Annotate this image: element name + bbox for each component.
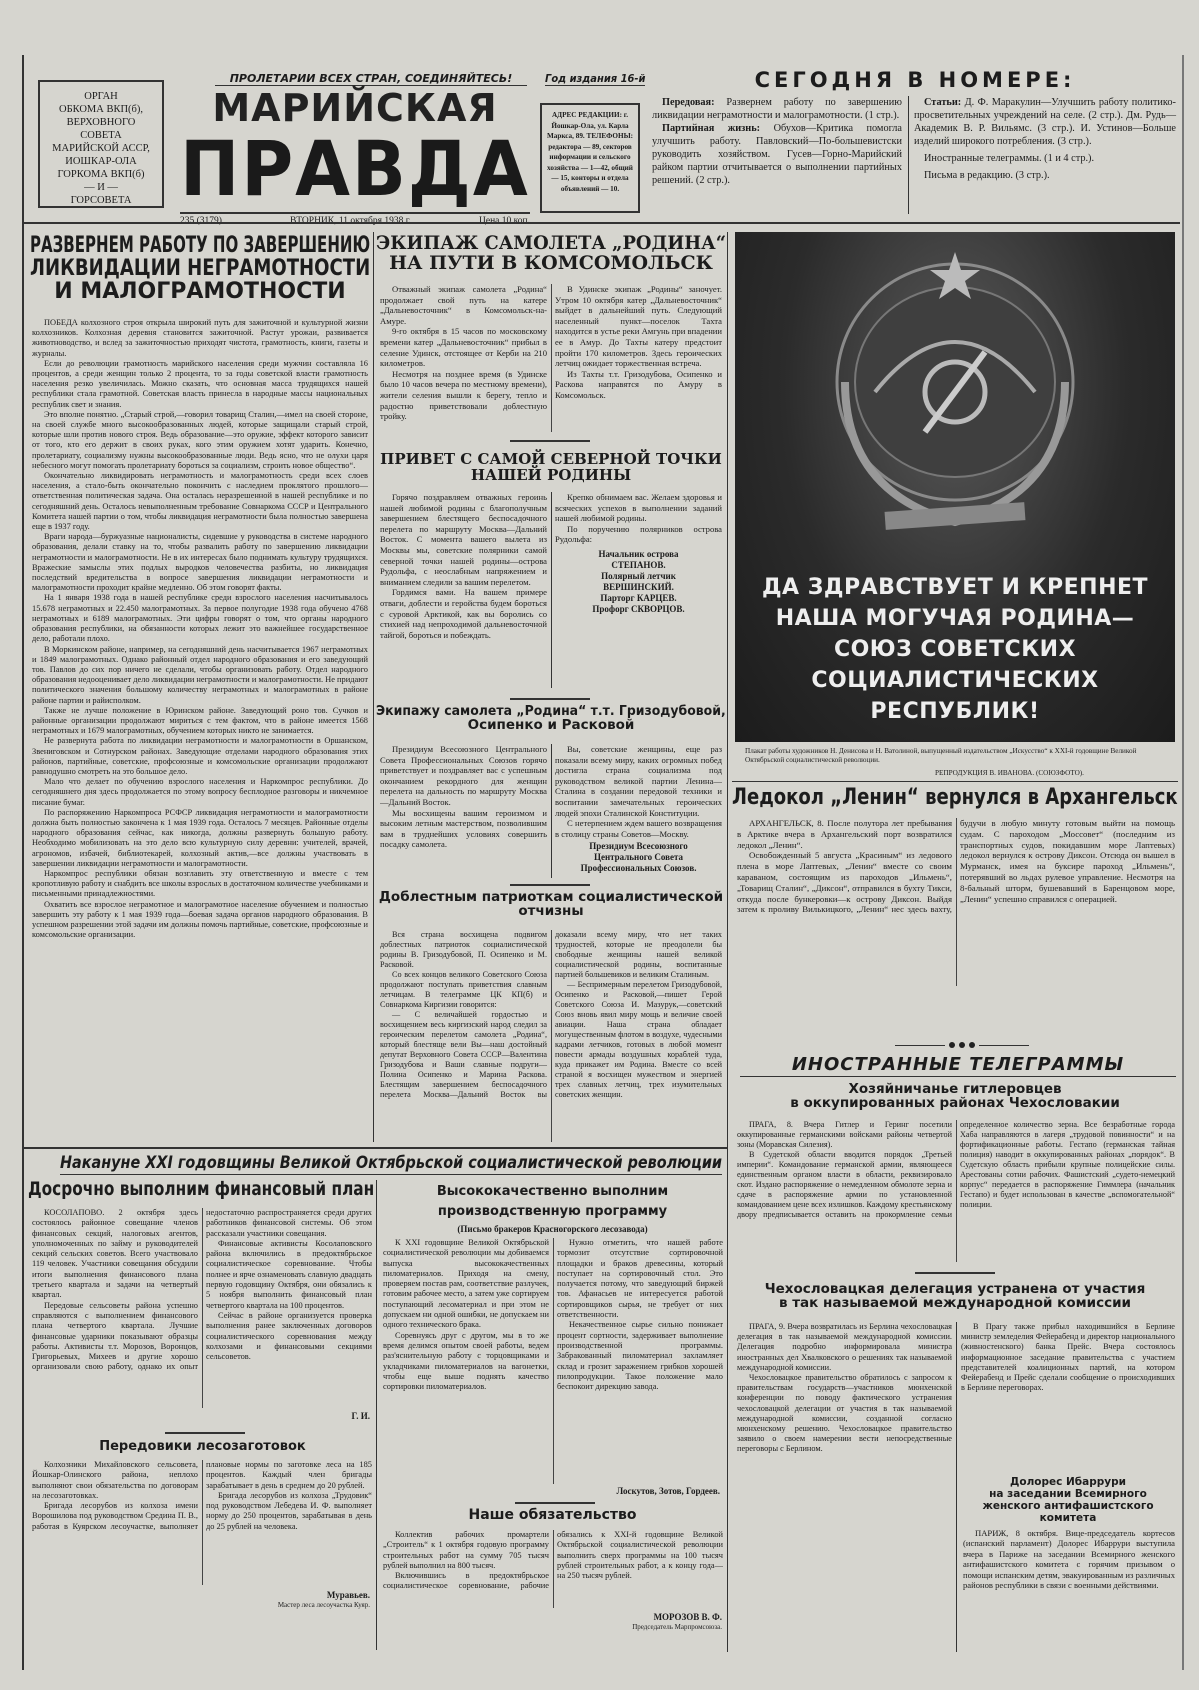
text-line: ДА ЗДРАВСТВУЕТ И КРЕПНЕТ [761, 575, 1149, 600]
paragraph: Со всех концов великого Советского Союза продолжают поступать приветствия славным летчицам. В телеграмме ЦК КП(б) и Совнаркома Киргизии говорится: [380, 970, 547, 1009]
foreign-telegrams-title-text: ИНОСТРАННЫЕ ТЕЛЕГРАММЫ [791, 1054, 1125, 1075]
paragraph: Вся страна восхищена подвигом доблестных патриоток социалистической родины В. Гризодубовой, П. Осипенко и М. Расковой. [380, 930, 547, 969]
rodina-crew-body [380, 284, 722, 432]
paragraph: Президиум Всесоюзного Центрального Совета Профессиональных Союзов горячо приветствует и поздравляет вас с успешным окончанием рекордного для женщин перелета на дальность по маршруту Москва—Дальний Восток. [380, 744, 547, 807]
divider [24, 1147, 727, 1149]
paragraph: Включившись в предоктябрьское социалистическое соревнование, рабочие обязались к XXI-й годовщине Великой Октябрьской социалистической революции выполнить сверх программы на 100 тысяч рублей строительных работ, а к концу года—на 250 тысяч рублей. [383, 1530, 723, 1591]
divider [551, 744, 552, 878]
quality-signature: Лоскутов, Зотов, Гордеев. [616, 1486, 720, 1496]
paragraph: ПАРИЖ, 8 октября. Вице-председатель кортесов (испанский парламент) Долорес Ибаррури выступила вчера в Париже на заседании Всемирного женского антифашистского комитета с горячим призывом о помощи испанским детям, эвакуированным из различных районов республики в связи с военными действиями. [963, 1528, 1175, 1591]
north-greeting-body-right [555, 492, 722, 615]
contents-item [914, 152, 1176, 165]
issue-number: 235 (3179) [180, 216, 222, 226]
paragraph: ПРАГА, 8. Вчера Гитлер и Геринг посетили оккупированные германскими войсками районы четвертой зоны (Моравская Силезия). [737, 1120, 952, 1149]
paragraph: По распоряжению Наркомпроса РСФСР ликвидация неграмотности и малограмотности должна быть полностью закончена к 1 мая 1939 года. Осталось 7 месяцев. Районные отделы народного образования сейчас, как никогда, должны развернуть большую работу. Необходимо мобилизовать на это дело всю культурную силу деревни: учителей, врачей, агрономов, избачей, библиотекарей, колхозный актив,—все должны участвовать в завершении ликвидации неграмотности и малограмотности. [32, 807, 368, 868]
publisher-line: СОВЕТА [80, 130, 122, 141]
paragraph: Враги народа—буржуазные националисты, сидевшие у руководства в системе народного образования, делали ставку на то, чтобы развалить работу по завершению ликвидации неграмотности и малограмотности. Не в их интересах было поднимать культуру трудящихся. Вражеские замыслы этих подлых выродков человечества разбиты, но ликвидация последствий вредительства в вопросе завершения ликвидации неграмотности и малограмотности проходит крайне медленно. Об этом говорят факты. [32, 532, 368, 593]
divider [515, 1502, 595, 1504]
pledge-signature: МОРОЗОВ В. Ф. [653, 1612, 722, 1622]
signatures [555, 841, 722, 874]
patriots-body [380, 930, 722, 1142]
today-contents-col2 [914, 96, 1176, 182]
divider [510, 698, 590, 700]
text-line: СТЕПАНОВ. [611, 559, 666, 570]
headline-line [732, 1296, 1178, 1310]
publisher-box [38, 80, 164, 208]
text-line: Президиум Всесоюзного [589, 841, 688, 852]
quality-subhead-text: (Письмо бракеров Красногорского лесозавода) [457, 1224, 648, 1234]
headline-text: Осипенко и Расковой [467, 717, 635, 734]
october-anniversary-banner [60, 1152, 722, 1175]
divider [915, 1272, 995, 1274]
headline-line [28, 1180, 374, 1200]
paragraph: Также не лучше положение в Юринском районе. Заведующий роно тов. Сучков и районные организации продолжают мириться с тем фактом, что в районе имеется 1568 неграмотных и 1679 малограмотных, обучением которых никто не занимается. [32, 705, 368, 736]
paragraph: Освобожденный 5 августа „Красиным“ из ледового плена в море Лаптевых, „Ленин“ вместе со своим караваном, состоящим из пароходов „Ильмень“, „Товарищ Сталин“, „Диксон“, отправился в бухту Тикси, откуда после бункеровки—к острову Диксон. Выйдя затем к проливу Вилькицкого, „Ленин“ нес здесь вахту, будучи в любую минуту готовым выйти на помощь судам. С пароходом „Моссовет“ (последним из транспортных судов, покидавшим море Лаптевых) ледокол вернулся к острову Диксон. Отсюда он вышел в Мурманск, имея на буксире пароход „Ильмень“, потерявший во льдах рулевое управление. Несмотря на 8-бальный шторм, бушевавший в Баренцовом море, „Ленин“ успешно справился с операцией. [737, 818, 1175, 915]
crew-greeting-body-left [380, 744, 547, 878]
headline-text: Доблестным патриоткам социалистической [378, 889, 724, 905]
contents-text: Развернем работу по завершению ликвидации неграмотности и малограмотности. (1 стр.). [652, 97, 902, 121]
paragraph: С нетерпением ждем вашего возвращения в столицу страны Советов—Москву. [555, 818, 722, 839]
headline-line [30, 234, 370, 257]
column-divider [373, 232, 374, 1142]
contents-text: Иностранные телеграммы. (1 и 4 стр.). [924, 153, 1095, 164]
paragraph: В Прагу также прибыл находившийся в Берлине министр земледелия Фейерабенд и директор национального (живностенского) банка Прейс. Вчера состоялось информационное заседание правительства с участием представителей коалиционных партий, на котором Фейерабенд и Прейс сделали сообщение о происходивших в Берлине переговорах. [961, 1322, 1175, 1393]
text-line: СОЦИАЛИСТИЧЕСКИХ [811, 668, 1099, 693]
poster-slogan [735, 572, 1175, 727]
paragraph: КОСОЛАПОВО. 2 октября здесь состоялось районное совещание членов финансовых секций, налоговых агентов, уполномоченных по займу и руководителей секций сельских советов. Всего участвовало 119 человек. Участники совещания обсудили итоги выполнения финансового плана третьего квартала и задачи на четвертый квартал. [32, 1208, 198, 1300]
contents-item [652, 96, 902, 122]
contents-label: Статьи: [924, 97, 962, 108]
paragraph: АРХАНГЕЛЬСК, 8. После полутора лет пребывания в Арктике вчера в Архангельский порт возвратился ледокол „Ленин“. [737, 818, 952, 850]
contents-text: Письма в редакцию. (3 стр.). [924, 170, 1050, 181]
loggers-signature-title: Мастер леса лесоучастка Куяр. [277, 1601, 370, 1609]
paragraph: Если до революции грамотность марийского населения среди мужчин составляла 16 процентов, а среди женщин только 2 процента, то за годы советской власти грамотность населения резко увеличилась. Можно сказать, что основная масса трудящихся нашей республики стала грамотной. Советская власть принесла в народные массы национальных республик свет и знания. [32, 358, 368, 409]
czech-delegation-body-left [737, 1322, 952, 1652]
pledge-signature-block [560, 1612, 722, 1632]
loggers-signature-block [210, 1590, 370, 1610]
paragraphs [555, 492, 722, 545]
quality-body [383, 1238, 723, 1484]
divider [956, 1322, 957, 1652]
paragraph: Колхозники Михайловского сельсовета, Йошкар-Олинского района, неплохо выполняют свои обязательства по договорам на лесозаготовках. [32, 1460, 198, 1500]
headline-line [376, 234, 726, 254]
icebreaker-body [737, 818, 1175, 986]
masthead-rule [24, 222, 1180, 224]
nazis-body [737, 1120, 1175, 1262]
publisher-line: — И — [84, 182, 118, 193]
contents-text: Обухов—Критика помогла улучшить работу. Павловский—По-большевистски руководить хозяйством. Гусев—Горно-Марийский райком партии отчитывается о выполнении партийных решений. (2 стр.). [652, 123, 902, 186]
crew-greeting-headline [376, 704, 726, 732]
column-divider [376, 1180, 377, 1650]
paragraph: Это вполне понятно. „Старый строй,—говорил товарищ Сталин,—имел на своей стороне, на своей службе много высокообразованных людей, которые защищали старый строй, которые шли против нового строя. Ведь образование—это оружие, эффект которого зависит от того, кто его держит в своих руках, кого этим оружием хотят ударить. Конечно, пролетариату, социализму нужны высокообразованные люди. Ведь ясно, что не олухи царя небесного могут помогать пролетариату бороться за социализм, строить новое общество“. [32, 409, 368, 470]
editorial-headline [30, 234, 370, 303]
rodina-crew-headline [376, 234, 726, 274]
divider [732, 781, 1178, 782]
paragraph: Из Тахты т.т. Гризодубова, Осипенко и Раскова направятся по Амуру в Комсомольск. [555, 368, 722, 400]
czech-delegation-body-right [961, 1322, 1175, 1470]
paragraph: Бригада лесорубов из колхоза „Трудовик“ под руководством Лебедева И. Ф. выполняет норму до 250 процентов, зарабатывая в день до 25 рублей на человека. [206, 1490, 372, 1531]
north-greeting-body-left [380, 492, 547, 688]
north-greeting-headline [376, 452, 726, 484]
paragraph: Несмотря на позднее время (в Удинске было 10 часов вечера по местному времени), жители селения вышли к берегу, тепло и радостно приветствовали доблестную тройку. [380, 368, 547, 422]
headline-line [376, 904, 726, 918]
headline-line [380, 1508, 725, 1523]
headline-text: женского антифашистского [982, 1500, 1154, 1512]
headline-line [380, 1202, 725, 1222]
contents-label: Партийная жизнь: [662, 123, 761, 134]
pledge-signature-title: Председатель Марпромсоюза. [632, 1623, 722, 1631]
divider [510, 440, 590, 442]
contents-item [914, 96, 1176, 148]
headline-line [376, 251, 726, 274]
state-emblem-icon [735, 232, 1175, 572]
photo-credit: РЕПРОДУКЦИЯ В. ИВАНОВА. (СОЮЗФОТО). [935, 769, 1084, 777]
publisher-line: ОБКОМА ВКП(б), [58, 104, 144, 115]
slogan [215, 72, 527, 86]
publisher-line: ИОШКАР-ОЛА [65, 156, 137, 167]
headline-line [732, 1082, 1178, 1096]
contents-item [914, 169, 1176, 182]
poster-image [735, 232, 1175, 742]
editorial-address: АДРЕС РЕДАКЦИИ: г. Йошкар-Ола, ул. Карла Маркса, 89. ТЕЛЕФОНЫ: редактора — 89, секторов информации и сельского хозяйства — 1—42, общий — 15, конторы и отдела объявлений — 10. [540, 103, 640, 213]
headline-text: НА ПУТИ В КОМСОМОЛЬСК [389, 251, 713, 274]
headline-line [380, 1182, 725, 1202]
contents-item [652, 122, 902, 187]
text-line: Профессиональных Союзов. [580, 863, 697, 874]
headline-text: Передовики лесозаготовок [99, 1439, 306, 1454]
foreign-telegrams-title [740, 1054, 1176, 1077]
headline-line [732, 786, 1178, 809]
slogan-text: ПРОЛЕТАРИИ ВСЕХ СТРАН, СОЕДИНЯЙТЕСЬ! [229, 72, 513, 85]
headline-text: ЭКИПАЖ САМОЛЕТА „РОДИНА“ [376, 232, 726, 254]
paragraph: Не развернута работа по ликвидации неграмотности и малограмотности в Оршанском, Звениговском и Сотнурском районах. Заведующие отделами народного образования этих районов, партийные, советские, профсоюзные и комсомольские организации продолжают равнодушно смотреть на это большое дело. [32, 736, 368, 776]
patriots-headline [376, 890, 726, 918]
paragraph: По поручению полярников острова Рудольфа: [555, 523, 722, 545]
divider [908, 96, 909, 214]
headline-text: Долорес Ибаррури [1010, 1476, 1126, 1488]
headline-line [732, 1096, 1178, 1110]
poster-caption: Плакат работы художников Н. Денисова и Н. Ватолиной, выпущенный издательством „Искусство“ к XXI-й годовщине Великой Октябрьской социалистической революции. [745, 747, 1137, 764]
paragraph: В Судетской области вводится порядок „Третьей империи“. Командование германской армии, являющееся единственным органом власти в области, реквизировало скот. Издано распоряжение о немедленном обмолоте зерна и сдаче в распоряжение армии по установленной командованием цене всех излишков. Каждому крестьянскому двору предписывается оставить на прокормление семьи определенное количество зерна. Все безработные города Хаба направляются в лагеря „трудовой повинности“ и на фортификационные работы. Гестапо (германская тайная полиция) наводит в оккупированных районах „порядок“. В Судетскую область прибыли крупные полицейские силы. Арестованы сотни рабочих. Фашистский „судето-немецкий корпус“ передается в распоряжение Гиммлера (начальник Гестапо) и будет использован в качестве „вспомогательной“ полиции. [737, 1120, 1175, 1219]
finance-signature: Г. И. [351, 1411, 370, 1421]
today-contents-col1 [652, 96, 902, 187]
quality-subhead [380, 1224, 725, 1235]
finance-body [32, 1208, 372, 1408]
paragraphs [555, 744, 722, 839]
ibarruri-headline [961, 1476, 1175, 1524]
paragraph: Сейчас в районе организуется проверка выполнения ранее заключенных договоров социалистического соревнования между колхозами и финансовыми секциями сельсоветов. [206, 1310, 372, 1362]
headline-text: комитета [1039, 1512, 1097, 1524]
publisher-line: ВЕРХОВНОГО [66, 117, 136, 128]
loggers-headline [30, 1440, 375, 1454]
headline-text: Хозяйничанье гитлеровцев [848, 1081, 1062, 1097]
paragraph: В Моркинском районе, например, на сегодняшний день насчитывается 1967 неграмотных и 1849 малограмотных. Однако районный отдел народного образования и его заведующий тов. Павлов до сих пор ничего не сделали, чтобы организовать работу. Отдел народного образования недооценивает дело ликвидации неграмотности и малограмотности. Не придают политического значения большому количеству неграмотных и малограмотных в районе районе партии и райисполком. [32, 644, 368, 705]
headline-text: отчизны [518, 903, 584, 920]
publication-year [545, 72, 645, 86]
headline-line [961, 1476, 1175, 1488]
headline-text: Наше обязательство [468, 1507, 637, 1523]
ornament-divider [895, 1042, 1029, 1048]
publisher-line: ГОРСОВЕТА [70, 195, 132, 206]
publication-year-text: Год издания 16-й [545, 72, 646, 85]
nazis-headline [732, 1082, 1178, 1110]
headline-text: РАЗВЕРНЕМ РАБОТУ ПО ЗАВЕРШЕНИЮ [30, 233, 371, 258]
loggers-signature: Муравьев. [326, 1590, 370, 1600]
text-line: Центрального Совета [593, 852, 684, 863]
paragraph: Гордимся вами. На вашем примере отваги, доблести и геройства будем бороться с суровой Арктикой, как вы боролись со стихией над непроходимой дальневосточной тайгой, бороться и побеждать. [380, 587, 547, 640]
headline-line [30, 280, 370, 303]
headline-line [376, 704, 726, 718]
paragraph: Передовые сельсоветы района успешно справляются с выполнением финансового плана четвертого квартала. Лучшие финансовые ударники показывают образцы работы. Активисты т.т. Морозов, Воронцов, Григорьевых, Михеев и другие хорошо организовали свою работу, однако их опыт недостаточно распространяется среди других работников финансовой системы. Об этом рассказали участники совещания. [32, 1208, 372, 1372]
newspaper-title-top [180, 88, 530, 128]
headline-line [961, 1512, 1175, 1524]
text-line: НАША МОГУЧАЯ РОДИНА— [775, 606, 1135, 631]
publisher-line: МАРИЙСКОЙ АССР, [52, 143, 150, 154]
icebreaker-headline [732, 786, 1178, 809]
today-in-issue-title: СЕГОДНЯ В НОМЕРЕ: [754, 68, 1076, 92]
pledge-headline [380, 1508, 725, 1523]
paragraph: Охватить все взрослое неграмотное и малограмотное население обучением и полностью завершить эту работу к 1 мая 1939 года—боевая задача органов народного образования. В успешном разрешении этой задачи им должны помочь партийные, советские, профсоюзные и комсомольские организации. [32, 899, 368, 940]
contents-label: Передовая: [662, 97, 715, 108]
headline-text: в оккупированных районах Чехословакии [790, 1095, 1120, 1112]
editorial-body [32, 318, 368, 1143]
headline-line [376, 465, 726, 484]
headline-line [961, 1500, 1175, 1512]
headline-line [376, 718, 726, 732]
issue-date: ВТОРНИК, 11 октября 1938 г. [290, 216, 411, 226]
paragraph: Коллектив рабочих промартели „Строитель“ к 1 октября годовую программу строительных работ на сумму 705 тысяч рублей выполнил на 800 тысяч. [383, 1530, 549, 1570]
headline-text: Высококачественно выполним [436, 1184, 669, 1199]
paragraph: ПРАГА, 9. Вчера возвратилась из Берлина чехословацкая делегация в так называемой международной комиссии. Делегация подробно информировала министра иностранных дел Хвалковского о решениях так называемой международной комиссии. [737, 1322, 952, 1372]
paragraph: В Удинске экипаж „Родины“ заночует. Утром 10 октября катер „Дальневосточник“ выйдет в дальнейший путь. Следующий населенный пункт—поселок Тахта находится в устье реки Амгунь при впадении ее в Амур. До Тахты катеру предстоит пройти 170 километров. Здесь героических летчиц ожидает торжественная встреча. [555, 284, 722, 369]
headline-text: производственную программу [437, 1204, 668, 1219]
issue-price: Цена 10 коп. [479, 216, 530, 226]
divider [510, 884, 590, 886]
paragraph: ПОБЕДА колхозного строя открыла широкий путь для зажиточной и культурной жизни колхозников. Колхозная деревня становится зажиточной. Растут урожаи, развивается животноводство, и вслед за зажиточностью приходят чистота, грамотность, книги, газеты и журналы. [32, 318, 368, 358]
headline-text: ПРИВЕТ С САМОЙ СЕВЕРНОЙ ТОЧКИ [380, 450, 722, 468]
column-divider [727, 232, 728, 1652]
paragraph: 9-го октября в 15 часов по московскому времени катер „Дальневосточник“ прибыл в селение Удинск, отстоящее от Керби на 210 километров. [380, 326, 547, 369]
headline-text: в так называемой международной комиссии [778, 1295, 1132, 1312]
title-top-text: МАРИЙСКАЯ [212, 86, 498, 130]
headline-text: ЛИКВИДАЦИИ НЕГРАМОТНОСТИ [30, 256, 371, 282]
headline-text: Экипажу самолета „Родина“ т.т. Гризодубовой, [376, 703, 726, 719]
ibarruri-body [963, 1528, 1175, 1638]
paragraph: Наркомпрос республики обязан возглавить эту ответственную и вместе с тем кропотливую работу и снабдить все школы взрослых в достаточном количестве учебниками и письменными принадлежностями. [32, 868, 368, 899]
divider [165, 1432, 245, 1434]
divider [551, 492, 552, 688]
headline-line [30, 1440, 375, 1454]
headline-text: И МАЛОГРАМОТНОСТИ [54, 279, 346, 305]
paragraph: Бригада лесорубов из колхоза имени Ворошилова под руководством Средина П. В., работая в Куярском лесоучастке, выполняет плановые нормы по заготовке леса на 185 процентов. Каждый член бригады зарабатывает в день в среднем до 20 рублей. [32, 1460, 372, 1531]
headline-line [961, 1488, 1175, 1500]
headline-line [30, 257, 370, 280]
paragraph: Вы, советские женщины, еще раз показали всему миру, каких огромных побед достигла страна социализма под руководством великой партии Ленина—Сталина в создании передовой техники и воспитании замечательных героических людей эпохи Сталинской Конституции. [555, 744, 722, 818]
czech-delegation-headline [732, 1282, 1178, 1310]
signatures [555, 549, 722, 615]
text-line: РЕСПУБЛИК! [870, 699, 1040, 724]
paragraph: — С величайшей гордостью и восхищением весь киргизский народ следил за героическим перелетом самолета „Родина“, который блестяще вели Вы—наш достойный депутат Верховного Совета СССР—Валентина Гризодубова и Ваши славные подруги—Полина Осипенко и Марина Раскова. Блестящим завершением беспосадочного перелета Москва—Дальний Восток вы доказали всему миру, что нет таких трудностей, которые не преодолели бы свободные женщины нашей великой социалистической родины, воспитанные партией большевиков и великим Сталиным. [380, 930, 722, 1099]
crew-greeting-body-right [555, 744, 722, 874]
text-line: Профорг СКВОРЦОВ. [592, 603, 685, 614]
headline-text: Чехословацкая делегация устранена от участия [764, 1281, 1146, 1297]
text-line: СОЮЗ СОВЕТСКИХ [833, 637, 1077, 662]
paragraph: Финансовые активисты Косолаповского района включились в предоктябрьское социалистическое соревнование. Чтобы полнее и ярче ознаменовать славную двадцать первую годовщину Октября, они обязались к 5 ноября выполнить финансовый план четвертого квартала на 100 процентов. [206, 1238, 372, 1310]
text-line: Полярный летчик [601, 570, 676, 581]
headline-line [732, 1282, 1178, 1296]
paragraph: Мало что делает по обучению взрослого населения и Наркомпрос республики. До сегодняшнего дня здесь продолжается по этому вопросу бесплодное разговоры и никчемное писание бумаг. [32, 777, 368, 807]
headline-line [376, 890, 726, 904]
headline-text: Ледокол „Ленин“ вернулся в Архангельск [732, 785, 1178, 810]
finance-headline [28, 1180, 374, 1200]
paragraph: Окончательно ликвидировать неграмотность и малограмотность среди всех слоев населения, а стало-быть окончательно покончить с наследием проклятого прошлого—ответственная политическая задача. Она осталась неразрешенной в нашей республике и по сегодняшний день. Осталось невыполненным требование Совнаркома СССР и Центрального Комитета нашей партии о том, чтобы ликвидация неграмотности была полностью завершена еще в 1937 году. [32, 471, 368, 532]
text-line: ВЕРШИНСКИЙ. [603, 581, 674, 592]
publisher-line: ГОРКОМА ВКП(б) [57, 169, 145, 180]
headline-text: НАШЕЙ РОДИНЫ [470, 465, 632, 484]
headline-text: на заседании Всемирного [989, 1488, 1147, 1500]
pledge-body [383, 1530, 723, 1608]
contents-text: Д. Ф. Маракулин—Улучшить работу политико-просветительных учреждений на селе. (2 стр.). Дм. Рудь—Академик В. Р. Вильямс. (3 стр.). И. Устинов—Больше изделий широкого потребления. (3 стр.). [914, 97, 1176, 147]
paragraph: Горячо поздравляем отважных героинь нашей любимой родины с благополучным завершением блестящего беспосадочного перелета по маршруту Москва—Дальний Восток. С момента вашего вылета из Москвы мы, советские полярники самой северной точки нашей родины—острова Рудольфа, с неослабным напряжением и вниманием следили за вашим перелетом. [380, 492, 547, 587]
paragraph: Отважный экипаж самолета „Родина“ продолжает свой путь на катере „Дальневосточник“ в Комсомольск-на-Амуре. [380, 284, 547, 326]
loggers-body [32, 1460, 372, 1585]
newspaper-title-bottom [180, 124, 530, 213]
paragraph: Мы восхищены вашим героизмом и высоким летным мастерством, позволившим вам в труднейших условиях совершить посадку самолета. [380, 807, 547, 850]
paragraph: Чехословацкое правительство обратилось с запросом к правительствам государств—участников мюнхенской конференции по поводу фактического устранения чехословацкой делегации от участия в так называемой международной комиссии, созданной согласно мюнхенскому решению. Чехословацкое правительство заявило о своем намерении вести непосредственные переговоры с Берлином. [737, 1373, 952, 1454]
title-bottom-text: ПРАВДА [180, 124, 530, 213]
paragraph: Крепко обнимаем вас. Желаем здоровья и всяческих успехов в выполнении заданий нашей любимой родины. [555, 492, 722, 524]
banner-text: Накануне XXI годовщины Великой Октябрьской социалистической революции [60, 1153, 723, 1173]
paragraph: Некачественное сырье сильно понижает процент сортности, задерживает выполнение производственной программы. Забракованный пиломатериал захламляет склад и грозит заражением грибков хорошей пилопродукции. Такое положение мало беспокоит дирекцию завода. [557, 1320, 723, 1392]
publisher-line: ОРГАН [84, 91, 118, 102]
paragraph: К XXI годовщине Великой Октябрьской социалистической революции мы добиваемся выпуска высококачественных пиломатериалов. Приходя на смену, проверяем постав рам, соответствие разлучек, готовим рабочее место, а затем уже сортируем поступающий лесоматериал и при этом не допускаем ни одной ошибки, не допускаем ни одного технического брака. [383, 1238, 549, 1330]
paragraph: Соревнуясь друг с другом, мы в то же время делимся опытом своей работы, ведем раз'яснительную работу с торцовщиками и укладчиками пиломатериалов на вагонетки, чтобы еще выше поднять качество сортировки пиломатериалов. [383, 1330, 549, 1392]
paragraph: Нужно отметить, что нашей работе тормозит отсутствие сортировочной площадки и браков древесины, который поступает на сортировочный стол. Это получается потому, что заведующий биржей тов. Афанасьев не интересуется работой сортировщиков сырья, не требует от них ответственности. [557, 1238, 723, 1320]
paragraph: — Беспримерным перелетом Гризодубовой, Осипенко и Расковой,—пишет Герой Советского Союза И. Мазурук,—советский Союз вновь явил миру мощь и величие своей авиации. Наша страна обладает могущественным флотом в воздухе, чудесными кадрами летчиков, готовых в любой момент повести армады воздушных кораблей туда, куда прикажет им Родина. Вместе со всей страной я восхищен мужеством и энергией трех славных летчиц, трех изумительных советских женщин. [555, 980, 722, 1099]
text-line: Парторг КАРЦЕВ. [600, 592, 677, 603]
text-line: Начальник острова [598, 548, 679, 559]
quality-headline [380, 1182, 725, 1222]
headline-text: Досрочно выполним финансовый план [28, 1178, 375, 1200]
paragraph: На 1 января 1938 года в нашей республике среди взрослого населения насчитывалось 15.678 неграмотных и 22.450 малограмотных. За первое полугодие 1938 года обучено 4768 неграмотных и 6189 малограмотных. Эти цифры говорят о том, что органы народного образования республики, на обязанности которых лежит это важнейшее государственное дело, работали плохо. [32, 593, 368, 644]
